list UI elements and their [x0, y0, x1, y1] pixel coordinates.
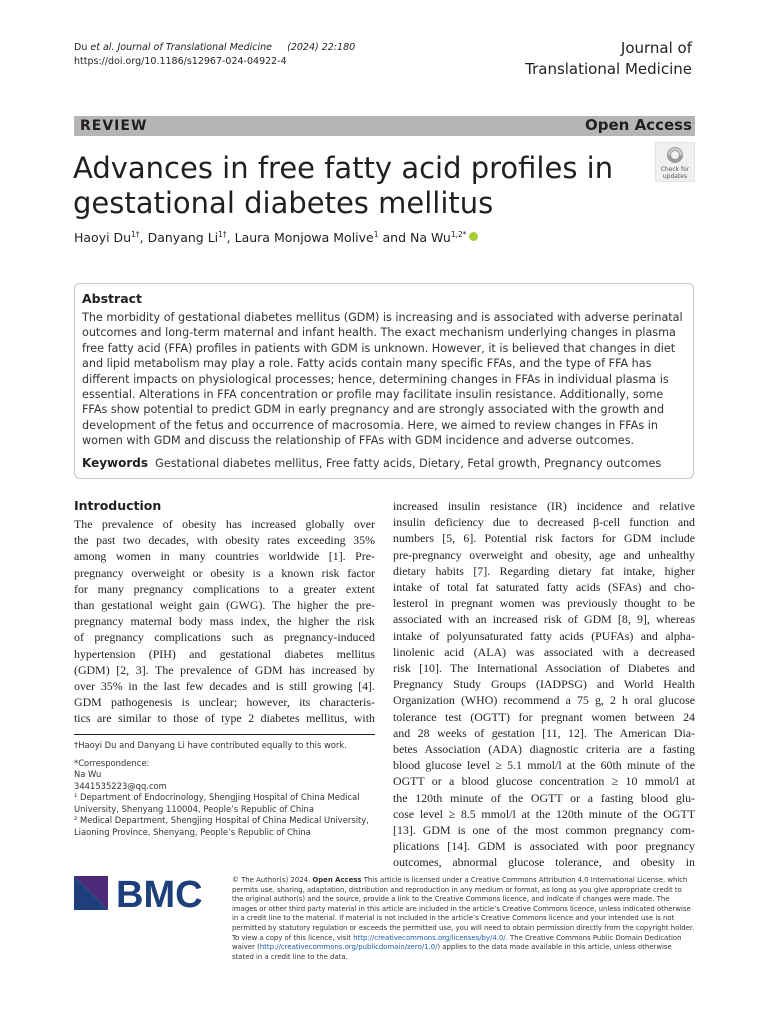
keywords-list: Gestational diabetes mellitus, Free fatty acids, Dietary, Fetal growth, Pregnancy outcomes [155, 457, 662, 470]
license-text [232, 876, 695, 962]
body-text-line: [13]. GDM is one of the most common pregnancy com- [393, 823, 695, 838]
header-journal: Journal of Translational Medicine [117, 42, 273, 53]
author-affiliation: 1 [373, 230, 379, 239]
body-text-line: betes Association (ADA) diagnostic criteria are a fasting [393, 742, 695, 757]
body-text-line: tics are similar to those of type 2 diabetes mellitus, with [74, 711, 375, 726]
body-text-line: hypertension (PIH) and gestational diabetes mellitus [74, 646, 375, 661]
orcid-icon[interactable] [469, 232, 478, 241]
body-text-line: intake of polyunsaturated fatty acids (PUFAs) and alpha- [393, 628, 695, 643]
author-affiliation: 1,2* [450, 230, 467, 239]
running-header [74, 41, 355, 69]
body-text-line: than gestational weight gain (GWG). The higher the pre- [74, 598, 375, 613]
affiliation-1-cont: University, Shenyang 110004, People’s Republic of China [74, 803, 314, 814]
abstract-text: The morbidity of gestational diabetes mellitus (GDM) is increasing and is associated with adverse perinatal outcomes and long-term maternal and infant health. The exact mechanism underlying changes in plasma free fatty acid (FFA) profiles in patients with GDM is unknown. However, it is believed that changes in diet and lipid metabolism may play a role. Fatty acids contain many specific FFAs, and the type of FFA has different impacts on physiological processes; hence, determining changes in FFAs in individual plasma is essential. Alterations in FFA concentration or profile may facilitate insulin resistance. Additionally, some FFAs show potential to predict GDM in early pregnancy and are strongly associated with the growth and development of the fetus and occurrence of macrosomia. Here, we aimed to review changes in FFAs in women with GDM and discuss the relationship of FFAs with GDM incidence and adverse outcomes. [82, 311, 683, 448]
body-text-line: lesterol in pregnant women was previously thought to be [393, 596, 695, 611]
author-name[interactable]: Na Wu [410, 230, 451, 246]
keywords [82, 456, 685, 470]
bmc-logo[interactable] [74, 874, 219, 919]
body-text-line: the 120th minute of the OGTT or a fasting blood glu- [393, 790, 695, 805]
body-text-line: cose level ≥ 8.5 mmol/l at the 120th minute of the OGTT [393, 806, 695, 821]
body-text-line: the past two decades, with obesity rates exceeding 35% [74, 533, 375, 548]
copyright: © The Author(s) 2024. [232, 876, 313, 884]
body-text-line: numbers [5, 6]. Potential risk factors for GDM include [393, 531, 695, 546]
keywords-label: Keywords [82, 456, 149, 470]
body-text-line: plications [14]. GDM is associated with poor pregnancy [393, 839, 695, 854]
author-affiliation: 1† [218, 230, 227, 239]
doi-link[interactable]: https://doi.org/10.1186/s12967-024-04922-4 [74, 56, 287, 67]
license-body-2: . The Creative Commons Public Domain Dedication waiver ( [232, 933, 682, 952]
body-text-line: (GDM) [2, 3]. The prevalence of GDM has increased by [74, 662, 375, 677]
open-access-label: Open Access [585, 116, 692, 134]
footnotes [74, 740, 375, 838]
affiliation-2: ² Medical Department, Shengjing Hospital of China Medical University, [74, 815, 369, 825]
badge-line1: Check for [660, 166, 690, 173]
body-text-line: GDM pathogenesis is unclear; however, its characteris- [74, 695, 375, 710]
body-text-line: and 28 weeks of gestation [11, 12]. The American Dia- [393, 725, 695, 740]
body-text-line: Pregnancy Study Groups (IADPSG) and World Health [393, 677, 695, 692]
license-body-1: This article is licensed under a Creative Commons Attribution 4.0 International License, which permits use, sharing, adaptation, distribution and reproduction in any medium or format, as long as you give appropriate credit to the original author(s) and the source, provide a link to the Creative Commons licence, and indicate if changes were made. The images or other third party material in this article are included in the article’s Creative Commons licence, unless indicated otherwise in a credit line to the material. If material is not included in the article’s Creative Commons licence and your intended use is not permitted by statutory regulation or exceeds the permitted use, you will need to obtain permission directly from the copyright holder. To view a copy of this licence, visit [232, 876, 695, 942]
section-heading-introduction: Introduction [74, 498, 162, 513]
equal-contribution-note: †Haoyi Du and Danyang Li have contributed equally to this work. [74, 740, 347, 750]
citation-line [74, 41, 355, 55]
article-type: REVIEW [80, 118, 148, 134]
correspondence-name: Na Wu [74, 769, 102, 779]
body-text-line: tolerance test (OGTT) for pregnant women between 24 [393, 709, 695, 724]
license-open-access: Open Access [312, 876, 362, 884]
header-author: Du [74, 42, 91, 53]
header-etal: et al. [90, 42, 115, 53]
license-body-3: ) applies to the data made available in this article, unless otherwise stated in a credit line to the data. [232, 943, 672, 961]
affiliation-2-cont: Liaoning Province, Shenyang, People’s Republic of China [74, 826, 311, 837]
body-text-line: blood glucose level ≥ 5.1 mmol/l at the 60th minute of the [393, 758, 695, 773]
body-text-line: of pregnancy complications such as pregnancy-induced [74, 630, 375, 645]
author-affiliation: 1† [131, 230, 140, 239]
author-name[interactable]: Laura Monjowa Molive [234, 230, 374, 246]
body-text-line: increased insulin resistance (IR) incidence and relative [393, 499, 695, 513]
body-column-left [74, 516, 375, 727]
body-text-line: Organization (WHO) recommend a 75 g, 2 h oral glucose [393, 693, 695, 708]
bmc-wordmark: BMC [116, 874, 203, 914]
article-title: Advances in free fatty acid profiles in gestational diabetes mellitus [73, 151, 614, 220]
body-text-line: linolenic acid (ALA) was associated with a decreased [393, 644, 695, 659]
author-name[interactable]: Danyang Li [147, 230, 219, 246]
header-volume: (2024) 22:180 [287, 42, 356, 53]
affiliation-1: ¹ Department of Endocrinology, Shengjing Hospital of China Medical [74, 792, 360, 802]
body-text-line: pregnancy overweight or obesity is a known risk factor [74, 565, 375, 580]
footnote-rule [74, 734, 375, 735]
check-for-updates-icon[interactable] [655, 142, 695, 182]
journal-name [525, 38, 692, 80]
journal-name-line2: Translational Medicine [525, 60, 692, 78]
body-text-line: outcomes, abnormal glucose tolerance, and obesity in [393, 855, 695, 870]
body-text-line: pre-pregnancy overweight and obesity, age and unhealthy [393, 547, 695, 562]
abstract-heading: Abstract [82, 291, 143, 306]
body-text-line: associated with an increased risk of GDM [8, 9], whereas [393, 612, 695, 627]
journal-name-line1: Journal of [620, 39, 692, 57]
badge-line2: updates [662, 173, 688, 180]
body-text-line: dietary habits [7]. Regarding dietary fat intake, higher [393, 563, 695, 578]
correspondence-email[interactable]: 3441535223@qq.com [74, 780, 167, 791]
body-text-line: among women in many countries worldwide [1]. Pre- [74, 549, 375, 564]
license-link-cc-by[interactable]: http://creativecommons.org/licenses/by/4.0/ [353, 933, 506, 942]
correspondence-label: *Correspondence: [74, 757, 150, 768]
body-text-line: for many pregnancy complications to a greater extent [74, 581, 375, 596]
body-text-line: pregnancy maternal body mass index, the higher the risk [74, 614, 375, 629]
body-text-line: The prevalence of obesity has increased globally over [74, 517, 375, 531]
license-link-cc0[interactable]: http://creativecommons.org/publicdomain/zero/1.0/ [259, 943, 438, 952]
author-name[interactable]: Haoyi Du [74, 230, 132, 246]
body-text-line: risk [10]. The International Association of Diabetes and [393, 661, 695, 676]
body-text-line: insulin deficiency due to decreased β-cell function and [393, 515, 695, 530]
body-text-line: OGTT or a blood glucose concentration ≥ 10 mmol/l at [393, 774, 695, 789]
body-text-line: over 35% in the last few decades and is still growing [4]. [74, 679, 375, 694]
author-list: Haoyi $Du^{1\dagger}$, Danyang $Li^{1\dagger}$, Laura Monjowa Molive$^1$ and Na $Wu^{1,2*}$ [74, 230, 478, 245]
body-column-right [393, 498, 695, 871]
body-text-line: intake of total fat saturated fatty acids (SFAs) and cho- [393, 580, 695, 595]
